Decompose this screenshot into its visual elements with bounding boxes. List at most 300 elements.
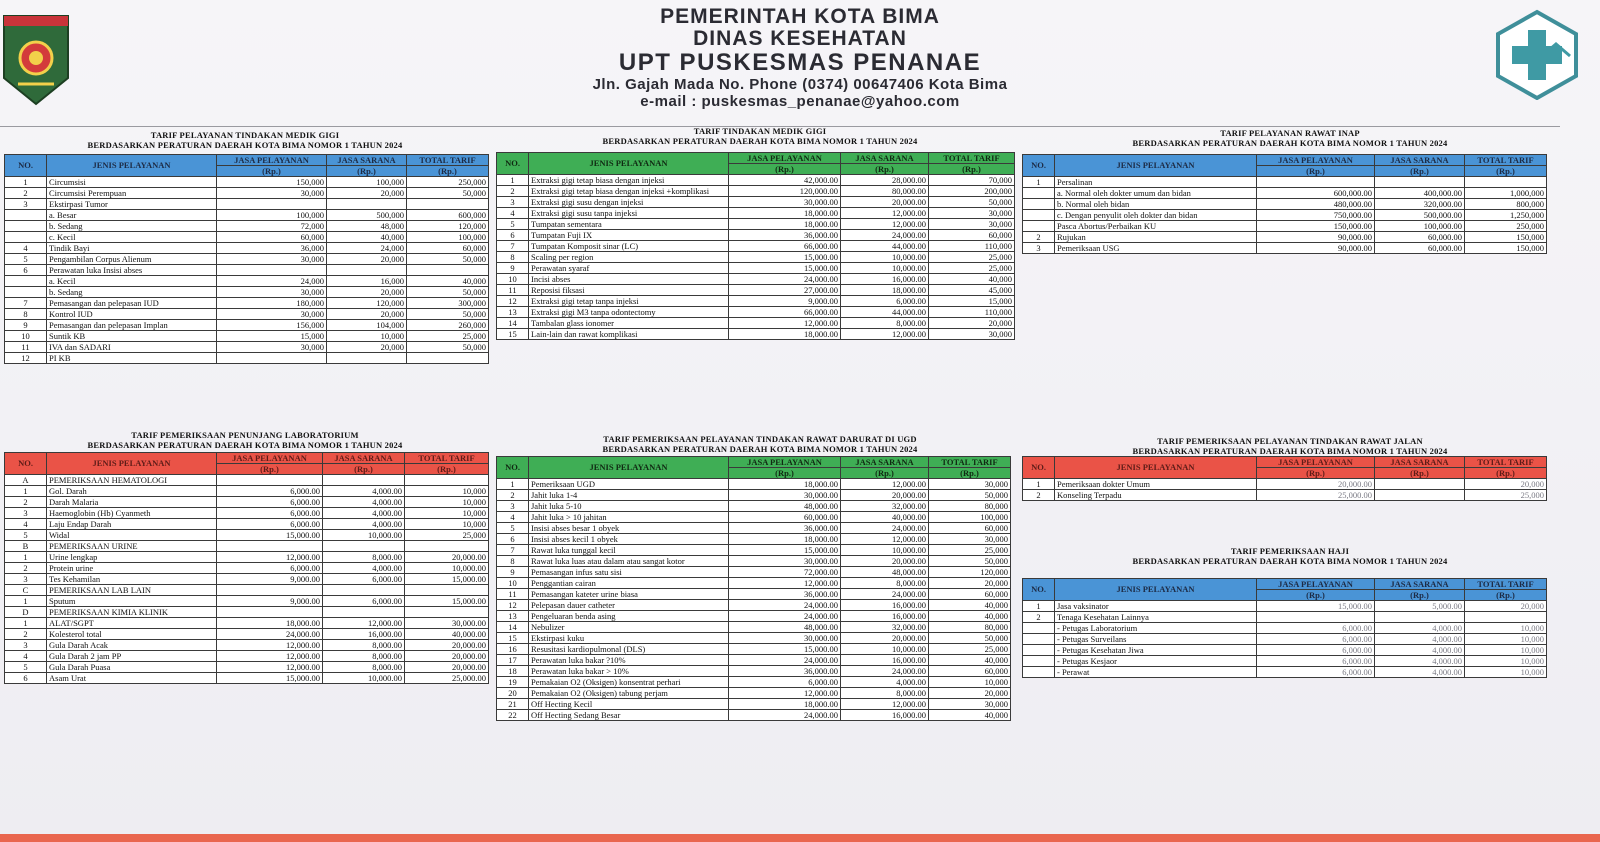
column-header: JASA PELAYANAN (217, 155, 327, 166)
facility-fee: 8,000.00 (323, 640, 405, 651)
row-number: 11 (5, 342, 47, 353)
service-fee: 6,000.00 (217, 486, 323, 497)
service-fee (217, 607, 323, 618)
service-fee (217, 199, 327, 210)
total-fee: 10,000 (1465, 667, 1547, 678)
row-number: 14 (497, 622, 529, 633)
table-row (497, 688, 1011, 699)
facility-fee: 44,000.00 (841, 241, 929, 252)
service-name: Ekstirpasi Tumor (47, 199, 217, 210)
service-fee: 12,000.00 (217, 651, 323, 662)
table-row (497, 633, 1011, 644)
service-name: Pemeriksaan UGD (529, 479, 729, 490)
row-number: 5 (5, 530, 47, 541)
service-name: Urine lengkap (47, 552, 217, 563)
row-number: 2 (5, 188, 47, 199)
service-name: Insisi abses besar 1 obyek (529, 523, 729, 534)
service-fee: 120,000.00 (729, 186, 841, 197)
table-row (5, 596, 489, 607)
service-fee: 6,000.00 (1257, 634, 1375, 645)
row-number: 2 (1023, 612, 1055, 623)
facility-fee: 20,000 (327, 342, 407, 353)
total-fee (405, 607, 489, 618)
column-header: JASA SARANA (323, 453, 405, 464)
table-row (5, 585, 489, 596)
column-header: JENIS PELAYANAN (529, 457, 729, 479)
row-number: D (5, 607, 47, 618)
total-fee: 120,000 (929, 567, 1011, 578)
table-row (497, 644, 1011, 655)
table-row (497, 208, 1015, 219)
facility-fee: 16,000.00 (841, 710, 929, 721)
total-fee: 30,000 (929, 208, 1015, 219)
service-fee: 18,000.00 (729, 219, 841, 230)
facility-fee: 20,000.00 (841, 490, 929, 501)
table-row (497, 556, 1011, 567)
unit-header: (Rp.) (729, 468, 841, 479)
column-header: JASA PELAYANAN (1257, 579, 1375, 590)
row-number: 13 (497, 611, 529, 622)
service-name: Jasa vaksinator (1055, 601, 1257, 612)
table-row (497, 197, 1015, 208)
table-row (5, 177, 489, 188)
service-fee: 15,000.00 (729, 252, 841, 263)
total-fee: 20,000 (1465, 479, 1547, 490)
total-fee: 20,000.00 (405, 640, 489, 651)
total-fee: 25,000 (1465, 490, 1547, 501)
column-header: TOTAL TARIF (1465, 457, 1547, 468)
service-name: PEMERIKSAAN URINE (47, 541, 217, 552)
service-name: Gol. Darah (47, 486, 217, 497)
unit-header: (Rp.) (407, 166, 489, 177)
table-row (497, 219, 1015, 230)
total-fee: 260,000 (407, 320, 489, 331)
department-name: DINAS KESEHATAN (693, 27, 907, 50)
total-fee: 40,000 (929, 710, 1011, 721)
table-row (497, 318, 1015, 329)
unit-header: (Rp.) (1375, 468, 1465, 479)
service-fee: 90,000.00 (1257, 232, 1375, 243)
facility-fee (323, 607, 405, 618)
facility-fee: 24,000.00 (841, 230, 929, 241)
row-number: 10 (497, 578, 529, 589)
column-header: JASA PELAYANAN (1257, 155, 1375, 166)
column-header: JASA PELAYANAN (729, 153, 841, 164)
service-fee: 24,000 (217, 276, 327, 287)
service-name: Extraksi gigi susu tanpa injeksi (529, 208, 729, 219)
service-name: Reposisi fiksasi (529, 285, 729, 296)
facility-fee: 8,000.00 (323, 662, 405, 673)
unit-header: (Rp.) (1257, 166, 1375, 177)
service-name: - Petugas Kesehatan Jiwa (1055, 645, 1257, 656)
total-fee: 110,000 (929, 241, 1015, 252)
gigi-title-line2: BERDASARKAN PERATURAN DAERAH KOTA BIMA NOMOR 1 TAHUN 2024 (87, 140, 403, 150)
table-row (497, 655, 1011, 666)
unit-header: (Rp.) (405, 464, 489, 475)
service-name: Jahit luka > 10 jahitan (529, 512, 729, 523)
service-fee: 30,000 (217, 309, 327, 320)
service-fee: 12,000.00 (217, 552, 323, 563)
table-row (5, 353, 489, 364)
service-name: b. Normal oleh bidan (1055, 199, 1257, 210)
haji-title-line2: BERDASARKAN PERATURAN DAERAH KOTA BIMA NOMOR 1 TAHUN 2024 (1132, 556, 1448, 566)
facility-fee: 48,000 (327, 221, 407, 232)
service-fee: 72,000.00 (729, 567, 841, 578)
service-name: Jahit luka 1-4 (529, 490, 729, 501)
table-row (5, 673, 489, 684)
service-fee: 6,000.00 (217, 519, 323, 530)
facility-fee: 120,000 (327, 298, 407, 309)
service-name: Tindik Bayi (47, 243, 217, 254)
service-fee: 480,000.00 (1257, 199, 1375, 210)
facility-fee: 4,000.00 (841, 677, 929, 688)
service-fee: 6,000.00 (217, 508, 323, 519)
row-number: 16 (497, 644, 529, 655)
service-name: Jahit luka 5-10 (529, 501, 729, 512)
facility-fee: 8,000.00 (323, 552, 405, 563)
total-fee (1465, 612, 1547, 623)
column-header: NO. (1023, 155, 1055, 177)
row-number (1023, 199, 1055, 210)
total-fee: 50,000 (929, 490, 1011, 501)
unit-header: (Rp.) (841, 164, 929, 175)
facility-fee: 24,000.00 (841, 666, 929, 677)
row-number: 3 (1023, 243, 1055, 254)
service-fee: 30,000.00 (729, 490, 841, 501)
service-name: Kolesterol total (47, 629, 217, 640)
service-fee: 6,000.00 (1257, 645, 1375, 656)
table-row (5, 651, 489, 662)
service-name: Circumsisi (47, 177, 217, 188)
facility-fee: 4,000.00 (1375, 656, 1465, 667)
service-fee: 6,000.00 (1257, 667, 1375, 678)
facility-fee (1375, 490, 1465, 501)
facility-fee: 500,000.00 (1375, 210, 1465, 221)
service-name: Persalinan (1055, 177, 1257, 188)
table-row (497, 329, 1015, 340)
facility-fee: 16,000.00 (841, 611, 929, 622)
service-fee: 6,000.00 (217, 497, 323, 508)
service-fee: 24,000.00 (729, 655, 841, 666)
facility-fee (323, 475, 405, 486)
facility-fee: 4,000.00 (323, 563, 405, 574)
service-name: Pasca Abortus/Perbaikan KU (1055, 221, 1257, 232)
total-fee: 30,000 (929, 534, 1011, 545)
service-fee: 30,000 (217, 287, 327, 298)
row-number: 1 (1023, 177, 1055, 188)
service-name: PEMERIKSAAN HEMATOLOGI (47, 475, 217, 486)
facility-fee: 10,000 (327, 331, 407, 342)
table-row (497, 501, 1011, 512)
row-number: 1 (5, 552, 47, 563)
table-row (5, 199, 489, 210)
facility-fee: 10,000.00 (841, 545, 929, 556)
service-fee: 6,000.00 (1257, 623, 1375, 634)
service-fee: 15,000 (217, 331, 327, 342)
service-name: Extraksi gigi tetap biasa dengan injeksi (529, 175, 729, 186)
total-fee: 60,000 (929, 666, 1011, 677)
service-name: Insisi abses kecil 1 obyek (529, 534, 729, 545)
row-number: 5 (497, 523, 529, 534)
row-number: 4 (5, 651, 47, 662)
service-fee: 27,000.00 (729, 285, 841, 296)
table-row (5, 309, 489, 320)
column-header: JASA SARANA (1375, 579, 1465, 590)
service-fee: 150,000 (217, 177, 327, 188)
column-header: TOTAL TARIF (407, 155, 489, 166)
facility-fee: 40,000 (327, 232, 407, 243)
table-row (497, 285, 1015, 296)
row-number: 2 (5, 497, 47, 508)
table-row (5, 265, 489, 276)
facility-fee: 32,000.00 (841, 622, 929, 633)
row-number: 11 (497, 285, 529, 296)
jalan-title-line2: BERDASARKAN PERATURAN DAERAH KOTA BIMA NOMOR 1 TAHUN 2024 (1132, 446, 1448, 456)
service-fee (217, 353, 327, 364)
service-name: Tambalan glass ionomer (529, 318, 729, 329)
facility-fee: 80,000.00 (841, 186, 929, 197)
total-fee: 120,000 (407, 221, 489, 232)
table-header-row (5, 155, 489, 166)
total-fee: 10,000 (405, 508, 489, 519)
service-fee: 15,000.00 (217, 673, 323, 684)
row-number (5, 221, 47, 232)
service-name: Pemasangan dan pelepasan IUD (47, 298, 217, 309)
facility-fee: 44,000.00 (841, 307, 929, 318)
table-row (5, 298, 489, 309)
column-header: JASA PELAYANAN (217, 453, 323, 464)
total-fee: 20,000 (929, 318, 1015, 329)
service-name: Gula Darah Acak (47, 640, 217, 651)
row-number: 15 (497, 633, 529, 644)
table-row (497, 296, 1015, 307)
total-fee: 25,000 (929, 545, 1011, 556)
service-name: a. Besar (47, 210, 217, 221)
total-fee: 25,000 (407, 331, 489, 342)
service-fee: 12,000.00 (729, 578, 841, 589)
row-number: 20 (497, 688, 529, 699)
table-row (1023, 645, 1547, 656)
service-fee: 750,000.00 (1257, 210, 1375, 221)
service-name: Pemasangan kateter urine biasa (529, 589, 729, 600)
column-header: TOTAL TARIF (1465, 579, 1547, 590)
service-name: Tumpatan Komposit sinar (LC) (529, 241, 729, 252)
table-row (5, 629, 489, 640)
column-header: JASA PELAYANAN (1257, 457, 1375, 468)
service-name: Rujukan (1055, 232, 1257, 243)
total-fee: 250,000 (1465, 221, 1547, 232)
facility-fee: 104,000 (327, 320, 407, 331)
column-header: JASA SARANA (841, 457, 929, 468)
facility-fee: 10,000.00 (841, 252, 929, 263)
table-row (1023, 634, 1547, 645)
table-row (5, 475, 489, 486)
total-fee: 70,000 (929, 175, 1015, 186)
total-fee: 30,000 (929, 479, 1011, 490)
facility-fee: 4,000.00 (323, 519, 405, 530)
email-line: e-mail : puskesmas_penanae@yahoo.com (640, 93, 960, 110)
row-number: 3 (5, 640, 47, 651)
table-row (497, 611, 1011, 622)
service-name: Extraksi gigi susu dengan injeksi (529, 197, 729, 208)
service-fee: 30,000 (217, 254, 327, 265)
row-number: 4 (5, 243, 47, 254)
table-row (497, 710, 1011, 721)
facility-fee: 16,000.00 (841, 600, 929, 611)
service-fee: 30,000.00 (729, 197, 841, 208)
facility-fee: 24,000.00 (841, 523, 929, 534)
row-number: 7 (497, 241, 529, 252)
row-number: 1 (5, 486, 47, 497)
table-row (497, 263, 1015, 274)
ugd-title-line2: BERDASARKAN PERATURAN DAERAH KOTA BIMA NOMOR 1 TAHUN 2024 (602, 444, 918, 454)
inap-title-line1: TARIF PELAYANAN RAWAT INAP (1220, 128, 1360, 138)
column-header: NO. (1023, 579, 1055, 601)
row-number: 1 (5, 596, 47, 607)
service-name: Rawat luka luas atau dalam atau sangat kotor (529, 556, 729, 567)
service-name: PI KB (47, 353, 217, 364)
row-number: 4 (497, 208, 529, 219)
row-number: C (5, 585, 47, 596)
table-row (1023, 623, 1547, 634)
institution-header (430, 6, 1170, 110)
table-row (497, 274, 1015, 285)
table-row (497, 490, 1011, 501)
facility-fee: 16,000.00 (323, 629, 405, 640)
table-row (1023, 667, 1547, 678)
column-header: JASA PELAYANAN (729, 457, 841, 468)
facility-fee (323, 585, 405, 596)
unit-header: (Rp.) (217, 166, 327, 177)
service-name: Perawatan syaraf (529, 263, 729, 274)
total-fee: 50,000 (929, 556, 1011, 567)
inap-section-title (1030, 128, 1550, 148)
facility-fee: 20,000 (327, 287, 407, 298)
service-fee: 15,000.00 (217, 530, 323, 541)
lab-section-title (0, 430, 490, 450)
total-fee: 60,000 (407, 243, 489, 254)
facility-fee: 12,000.00 (841, 699, 929, 710)
total-fee: 1,000,000 (1465, 188, 1547, 199)
service-name: c. Kecil (47, 232, 217, 243)
table-row (497, 230, 1015, 241)
table-row (5, 342, 489, 353)
total-fee: 20,000 (929, 688, 1011, 699)
total-fee: 300,000 (407, 298, 489, 309)
total-fee: 40,000 (929, 655, 1011, 666)
unit-header: (Rp.) (1465, 468, 1547, 479)
total-fee: 40,000 (929, 611, 1011, 622)
table-row (497, 600, 1011, 611)
service-name: Pemasangan infus satu sisi (529, 567, 729, 578)
facility-fee: 60,000.00 (1375, 232, 1465, 243)
row-number (1023, 188, 1055, 199)
service-name: Nebulizer (529, 622, 729, 633)
service-fee: 12,000.00 (217, 640, 323, 651)
row-number: 1 (5, 618, 47, 629)
row-number: 12 (497, 600, 529, 611)
total-fee: 50,000 (407, 287, 489, 298)
row-number: 10 (497, 274, 529, 285)
gigi-title-line1: TARIF PELAYANAN TINDAKAN MEDIK GIGI (150, 130, 340, 140)
row-number: 21 (497, 699, 529, 710)
row-number: 3 (5, 508, 47, 519)
table-row (5, 541, 489, 552)
unit-header: (Rp.) (929, 468, 1011, 479)
total-fee: 150,000 (1465, 243, 1547, 254)
facility-fee (327, 265, 407, 276)
row-number: 6 (497, 230, 529, 241)
service-name: Laju Endap Darah (47, 519, 217, 530)
table-row (5, 574, 489, 585)
facility-fee: 20,000.00 (841, 197, 929, 208)
row-number (5, 210, 47, 221)
service-name: - Perawat (1055, 667, 1257, 678)
row-number: 2 (497, 490, 529, 501)
facility-fee (1375, 612, 1465, 623)
table-row (5, 519, 489, 530)
medik-gigi-section-title (500, 126, 1020, 146)
table-row (5, 254, 489, 265)
service-fee: 6,000.00 (729, 677, 841, 688)
service-name: Gula Darah 2 jam PP (47, 651, 217, 662)
row-number: 1 (497, 175, 529, 186)
row-number: 1 (497, 479, 529, 490)
unit-header: (Rp.) (217, 464, 323, 475)
total-fee: 20,000.00 (405, 552, 489, 563)
table-row (1023, 490, 1547, 501)
service-name: Sputum (47, 596, 217, 607)
total-fee: 40,000.00 (405, 629, 489, 640)
service-name: Tenaga Kesehatan Lainnya (1055, 612, 1257, 623)
facility-fee: 10,000.00 (323, 673, 405, 684)
total-fee: 80,000 (929, 501, 1011, 512)
facility-fee: 5,000.00 (1375, 601, 1465, 612)
table-row (5, 276, 489, 287)
facility-fee: 24,000.00 (841, 589, 929, 600)
ugd-tariff-table (496, 456, 1011, 721)
total-fee: 1,250,000 (1465, 210, 1547, 221)
facility-fee: 20,000 (327, 254, 407, 265)
row-number: 12 (5, 353, 47, 364)
table-row (497, 699, 1011, 710)
row-number: 1 (1023, 479, 1055, 490)
total-fee: 150,000 (1465, 232, 1547, 243)
facility-fee: 16,000 (327, 276, 407, 287)
jalan-section-title (1030, 436, 1550, 456)
service-fee: 36,000.00 (729, 230, 841, 241)
table-row (497, 534, 1011, 545)
table-row (5, 497, 489, 508)
service-fee: 25,000.00 (1257, 490, 1375, 501)
table-row (5, 320, 489, 331)
service-fee: 18,000.00 (217, 618, 323, 629)
facility-fee: 10,000.00 (323, 530, 405, 541)
table-header-row (497, 153, 1015, 164)
facility-fee: 28,000.00 (841, 175, 929, 186)
row-number (1023, 667, 1055, 678)
table-row (497, 567, 1011, 578)
facility-fee: 6,000.00 (323, 574, 405, 585)
column-header: JENIS PELAYANAN (529, 153, 729, 175)
total-fee: 10,000 (405, 497, 489, 508)
total-fee (405, 541, 489, 552)
total-fee: 200,000 (929, 186, 1015, 197)
service-fee: 18,000.00 (729, 208, 841, 219)
column-header: JASA SARANA (327, 155, 407, 166)
total-fee: 100,000 (929, 512, 1011, 523)
total-fee: 30,000 (929, 699, 1011, 710)
